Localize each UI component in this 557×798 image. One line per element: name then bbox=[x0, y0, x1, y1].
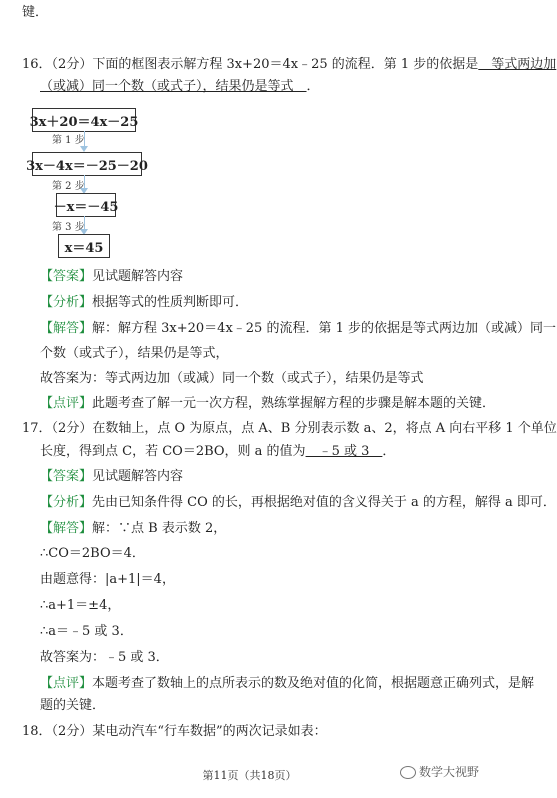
q16-solution-2: 个数（或式子），结果仍是等式， bbox=[40, 346, 229, 361]
q17-stem-text: 长度，得到点 C，若 CO＝2BO，则 a 的值为 bbox=[40, 444, 306, 459]
q17-solution bbox=[40, 520, 226, 538]
q17-stem-end: ． bbox=[382, 444, 396, 459]
answer-tag: 【答案】 bbox=[40, 269, 93, 284]
q18-stem: 18．（2分）某电动汽车“行车数据”的两次记录如表： bbox=[22, 724, 327, 739]
q17-line-3: 由题意得：|a+1|＝4， bbox=[40, 572, 175, 587]
q16-stem-text: 16．（2分）下面的框图表示解方程 3x+20＝4x﹣25 的流程．第 1 步的依据是 bbox=[22, 57, 479, 72]
answer-text: 见试题解答内容 bbox=[92, 269, 184, 284]
q16-solution bbox=[40, 320, 556, 338]
q16-analysis bbox=[40, 294, 248, 312]
analysis-tag: 【分析】 bbox=[40, 295, 93, 310]
flow-box-4: x＝45 bbox=[58, 234, 110, 258]
solution-text: 解：解方程 3x+20＝4x﹣25 的流程．第 1 步的依据是等式两边加（或减）同一 bbox=[92, 321, 556, 336]
flow-box-1: 3x＋20＝4x－25 bbox=[32, 108, 136, 132]
answer-text: 见试题解答内容 bbox=[92, 469, 184, 484]
q17-stem-2 bbox=[40, 443, 395, 461]
page-number: 第11页（共18页） bbox=[202, 769, 297, 782]
q17-stem: 17．（2分）在数轴上，点 O 为原点，点 A、B 分别表示数 a、2，将点 A 向右平移 1 个单位 bbox=[22, 421, 557, 436]
solution-tag: 【解答】 bbox=[40, 321, 93, 336]
flow-step-2: 第 2 步 bbox=[52, 181, 85, 192]
prev-fragment: 键． bbox=[22, 5, 49, 20]
comment-text: 此题考查了解一元一次方程，熟练掌握解方程的步骤是解本题的关键． bbox=[92, 396, 496, 411]
analysis-tag: 【分析】 bbox=[40, 495, 93, 510]
watermark bbox=[400, 763, 479, 780]
flow-step-1: 第 1 步 bbox=[52, 135, 85, 146]
analysis-text: 根据等式的性质判断即可． bbox=[92, 295, 249, 310]
q16-stem-2 bbox=[40, 78, 320, 96]
q16-blank-2: （或减）同一个数（或式子），结果仍是等式 bbox=[40, 79, 307, 94]
answer-tag: 【答案】 bbox=[40, 469, 93, 484]
flow-step-3: 第 3 步 bbox=[52, 222, 85, 233]
q16-solution-3: 故答案为：等式两边加（或减）同一个数（或式子），结果仍是等式 bbox=[40, 371, 424, 386]
comment-tag: 【点评】 bbox=[40, 396, 93, 411]
q16-answer bbox=[40, 268, 183, 286]
q17-line-6: 故答案为：﹣5 或 3． bbox=[40, 650, 169, 665]
analysis-text: 先由已知条件得 CO 的长，再根据绝对值的含义得关于 a 的方程，解得 a 即可． bbox=[92, 495, 556, 510]
q17-line-5: ∴a＝﹣5 或 3． bbox=[40, 624, 133, 639]
wechat-icon bbox=[400, 766, 416, 779]
q17-line-2: ∴CO＝2BO＝4． bbox=[40, 546, 145, 561]
comment-text: 本题考查了数轴上的点所表示的数及绝对值的化简，根据题意正确列式，是解 bbox=[92, 676, 535, 691]
flow-box-2: 3x－4x＝－25－20 bbox=[32, 152, 142, 176]
q16-comment bbox=[40, 395, 495, 413]
flow-box-3: －x＝－45 bbox=[56, 193, 116, 217]
comment-tag: 【点评】 bbox=[40, 676, 93, 691]
solution-tag: 【解答】 bbox=[40, 521, 93, 536]
q17-comment bbox=[40, 675, 534, 693]
q17-answer bbox=[40, 468, 183, 486]
q17-line-4: ∴a+1＝±4， bbox=[40, 598, 121, 613]
q16-stem bbox=[22, 56, 556, 74]
q17-comment-2: 题的关键． bbox=[40, 698, 106, 713]
watermark-text: 数学大视野 bbox=[419, 765, 480, 779]
solution-text: 解：∵点 B 表示数 2， bbox=[92, 521, 227, 536]
q16-blank-1: 等式两边加 bbox=[478, 57, 557, 72]
q17-analysis bbox=[40, 494, 556, 512]
q16-stem-end: ． bbox=[306, 79, 320, 94]
q17-blank: ﹣5 或 3 bbox=[305, 444, 383, 459]
